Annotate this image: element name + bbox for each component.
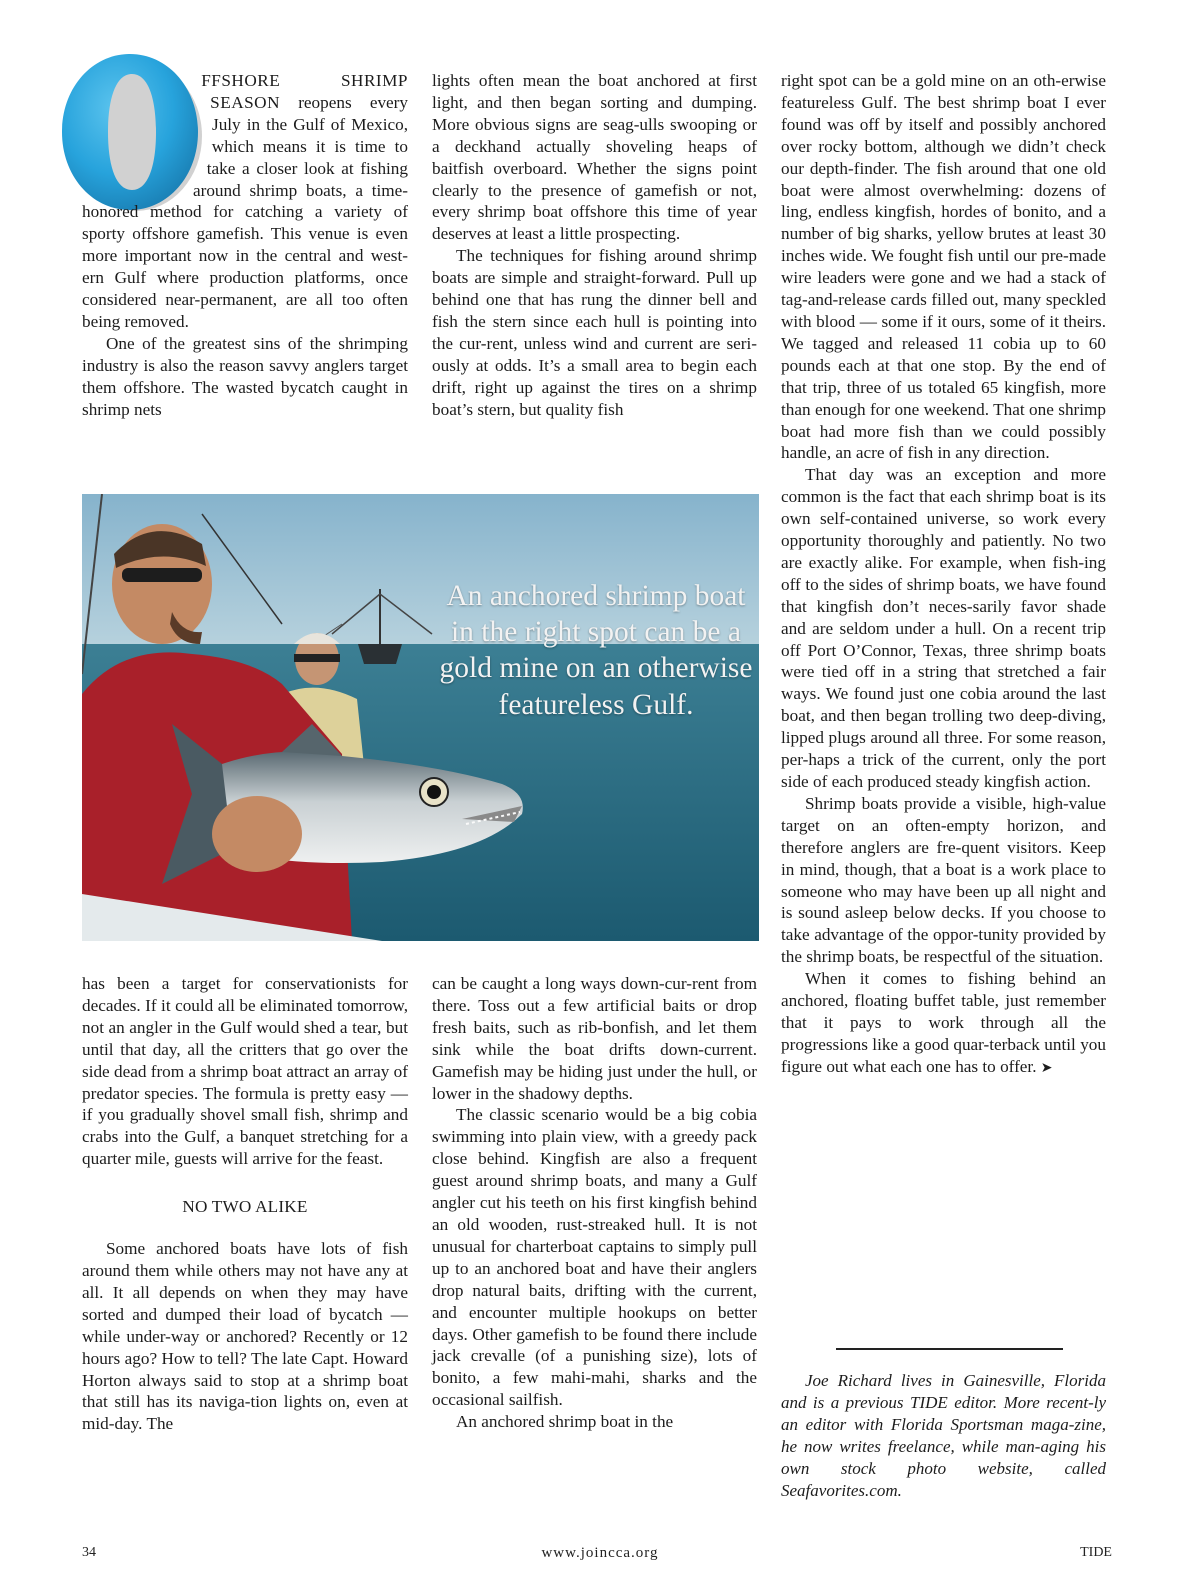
intro-text: reopens every July in the Gulf of Mexico, which means it is time to take a closer look at fishing around shrimp boats, a time-honored method for catching a variety of sporty offshore gamefish. This venue is even more important now in the central and west-ern Gulf where production platforms, once considered near-permanent, are all too often being removed. <box>82 92 408 331</box>
paragraph: That day was an exception and more common is the fact that each shrimp boat is its own self-contained universe, so work every opportunity thoroughly and patiently. No two are exactly alike. For example, when fish-ing off to the sides of shrimp boats, we have found that kingfish don’t neces-sarily favor shade and are seldom under a hull. On a recent trip off Port O’Connor, Texas, three shrimp boats were tied off in a string that stretched a fair ways. We found just one cobia around the last boat, and then began trolling two deep-diving, lipped plugs around all three. For some reason, per-haps a trick of the current, only the port side of each produced steady kingfish action. <box>781 465 1106 791</box>
column-3 <box>781 70 1106 1080</box>
paragraph <box>781 968 1106 1080</box>
footer-url: www.joincca.org <box>541 1545 659 1561</box>
paragraph: Shrimp boats provide a visible, high-value target on an often-empty horizon, and therefore anglers are fre-quent visitors. Keep in mind, though, that a boat is a work place to someone who may have been up all night and is sound asleep below decks. If you choose to take advantage of the oppor-tunity provided by the shrimp boats, be respectful of the situation. <box>781 793 1106 967</box>
paragraph: The classic scenario would be a big cobia swimming into plain view, with a greedy pack close behind. Kingfish are also a frequent guest around shrimp boats, and many a Gulf angler cut his teeth on his first kingfish behind an old wooden, rust-streaked hull. It is not unusual for charterboat captains to simply pull up to an anchored boat and have their anglers drop natural baits, drifting with the current, and encounter multiple hookups on better days. Other gamefish to be found there include jack crevalle (of a punishing size), lots of bonito, a few mahi-mahi, sharks and the occasional sailfish. <box>432 1105 757 1410</box>
closing-text: When it comes to fishing behind an anchored, floating buffet table, just remember that it pays to work through all the progressions like a good quar-terback until you figure out what each one has to offer. <box>781 969 1106 1076</box>
drop-cap <box>58 52 206 204</box>
author-bio <box>781 1370 1106 1501</box>
page-number: 34 <box>82 1545 96 1560</box>
paragraph: An anchored shrimp boat in the <box>456 1412 674 1432</box>
paragraph: has been a target for conservationists for decades. If it could all be eliminated tomorrow, not an angler in the Gulf would shed a tear, but until that day, all the critters that go over the side dead from a shrimp boat attract an array of predator species. The formula is pretty easy — if you gradually shovel small fish, shrimp and crabs into the Gulf, a banquet stretching for a quarter mile, guests will arrive for the feast. <box>82 974 408 1169</box>
column-2-top <box>432 70 757 421</box>
divider <box>836 1348 1063 1350</box>
magazine-name: TIDE <box>1080 1545 1112 1560</box>
fish-end-mark-icon: ➤ <box>1040 1060 1053 1076</box>
column-2-bottom <box>432 973 757 1433</box>
paragraph: One of the greatest sins of the shrimping industry is also the reason savvy anglers target them offshore. The wasted bycatch caught in shrimp nets <box>82 333 408 419</box>
column-1-bottom <box>82 973 408 1435</box>
paragraph: The techniques for fishing around shrimp boats are simple and straight-forward. Pull up behind one that has rung the dinner bell and fish the stern since each hull is pointing into the cur-rent, unless wind and current are seri-ously at odds. It’s a small area to begin each drift, right up against the tires on a shrimp boat’s stern, but quality fish <box>432 246 757 419</box>
pull-quote: An anchored shrimp boat in the right spot can be a gold mine on an otherwise featureless Gulf. <box>439 580 753 721</box>
lead-caps: FFSHORE SHRIMP SEASON <box>201 71 408 112</box>
paragraph: can be caught a long ways down-cur-rent from there. Toss out a few artificial baits or drop fresh baits, such as rib-bonfish, and let them sink while the boat drifts down-current. Gamefish may be hiding just under the hull, or lower in the shadowy depths. <box>432 974 757 1103</box>
subhead: NO TWO ALIKE <box>182 1197 308 1217</box>
paragraph: Some anchored boats have lots of fish around them while others may not have any at all. It all depends on when they may have sorted and dumped their load of bycatch — while under-way or anchored? Recently or 12 hours ago? How to tell? The late Capt. Howard Horton always said to stop at a shrimp boat that still has its naviga-tion lights on, even at mid-day. The <box>82 1239 408 1434</box>
paragraph: lights often mean the boat anchored at first light, and then began sorting and dumping. More obvious signs are seag-ulls swooping or a deckhand actually shoveling heaps of baitfish overboard. Whether the signs point clearly to the presence of gamefish or not, every shrimp boat offshore this time of year deserves at least a little prospecting. <box>432 71 757 244</box>
author-bio-text: Joe Richard lives in Gainesville, Florida and is a previous TIDE editor. More recent-ly an editor with Florida Sportsman maga-zine, he now writes freelance, while man-aging his own stock photo website, called Seafavorites.com. <box>781 1371 1106 1500</box>
column-1-top <box>82 70 408 421</box>
paragraph: right spot can be a gold mine on an oth-erwise featureless Gulf. The best shrimp boat I ever found was off by itself and possibly anchored over rocky bottom, although we didn’t check our depth-finder. The fish around that one old boat were almost overwhelming: dozens of ling, endless kingfish, hordes of bonito, and a number of big sharks, yellow brutes at least 30 inches wide. We fought fish until our pre-made wire leaders were gone and we had a stack of tag-and-release cards filled out, many speckled with blood — some if it ours, some of it theirs. We tagged and released 11 cobia up to 60 pounds each at that one stop. By the end of that trip, three of us totaled 65 kingfish, more than enough for one weekend. That one shrimp boat had more fish than we could possibly handle, an acre of fish in any direction. <box>781 71 1106 463</box>
